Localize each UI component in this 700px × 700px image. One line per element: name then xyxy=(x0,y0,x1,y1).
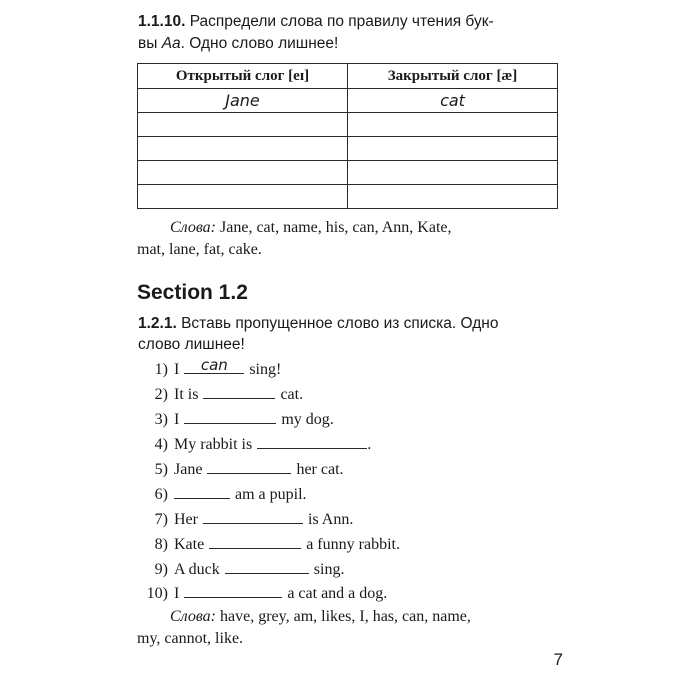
answer-blank[interactable] xyxy=(174,484,230,499)
item-number: 7) xyxy=(154,511,168,528)
item-text-pre: My rabbit is xyxy=(174,436,253,453)
exercise-instruction: Распредели слова по правилу чтения бук- xyxy=(189,13,494,30)
table-row xyxy=(138,113,558,137)
word-list-1-line2: mat, lane, fat, cake. xyxy=(137,241,262,258)
answer-blank[interactable] xyxy=(257,434,367,449)
answer-blank[interactable] xyxy=(184,409,276,424)
word-list-2-line1 xyxy=(170,608,471,626)
table-cell[interactable] xyxy=(138,137,348,161)
exercise-instruction: Вставь пропущенное слово из списка. Одно xyxy=(181,315,499,332)
word-list-1-line1 xyxy=(170,219,452,237)
handwritten-answer: can xyxy=(200,356,228,374)
list-item xyxy=(140,356,282,379)
table-cell[interactable] xyxy=(348,113,558,137)
item-text-post: a funny rabbit. xyxy=(306,536,400,553)
words-text: Jane, cat, name, his, can, Ann, Kate, xyxy=(220,219,452,236)
table-cell[interactable] xyxy=(138,185,348,209)
item-text-post: am a pupil. xyxy=(235,486,307,503)
item-number: 6) xyxy=(154,486,168,503)
instruction-text: вы xyxy=(138,35,162,52)
list-item xyxy=(140,559,344,579)
table-header-row xyxy=(138,64,558,89)
list-item xyxy=(140,509,353,529)
item-text-pre: Her xyxy=(174,511,198,528)
item-number: 9) xyxy=(154,561,168,578)
exercise-number: 1.1.10. xyxy=(138,13,186,30)
instruction-text-end: . Одно слово лишнее! xyxy=(180,35,339,52)
answer-blank[interactable] xyxy=(184,583,282,598)
item-text-pre: It is xyxy=(174,386,199,403)
answer-blank[interactable] xyxy=(225,559,309,574)
page-number: 7 xyxy=(553,650,563,669)
exercise-1-2-1-line2: слово лишнее! xyxy=(138,336,245,353)
list-item xyxy=(140,384,303,404)
list-item xyxy=(140,459,344,479)
answer-blank[interactable] xyxy=(203,384,275,399)
item-number: 5) xyxy=(154,461,168,478)
answer-blank[interactable] xyxy=(203,509,303,524)
item-text-post: cat. xyxy=(280,386,304,403)
header-open-syllable: Открытый слог [eɪ] xyxy=(138,64,348,89)
item-text-post: sing. xyxy=(313,561,345,578)
table-row xyxy=(138,161,558,185)
item-text-post: a cat and a dog. xyxy=(287,585,388,602)
table-row xyxy=(138,185,558,209)
table-cell[interactable] xyxy=(348,161,558,185)
table-row xyxy=(138,137,558,161)
table-cell[interactable] xyxy=(348,185,558,209)
letter-aa: Aa xyxy=(161,35,181,52)
section-title: Section 1.2 xyxy=(137,281,248,304)
item-text-pre: A duck xyxy=(174,561,220,578)
answer-blank[interactable] xyxy=(207,459,291,474)
item-number: 3) xyxy=(154,411,168,428)
item-text-post: sing! xyxy=(249,361,282,378)
table-row xyxy=(138,89,558,113)
item-number: 2) xyxy=(154,386,168,403)
exercise-1-2-1-line1 xyxy=(138,315,498,333)
syllable-table xyxy=(137,63,558,209)
exercise-number: 1.2.1. xyxy=(138,315,177,332)
item-number: 1) xyxy=(154,361,168,378)
exercise-1-1-10-line2 xyxy=(138,35,338,53)
item-text-pre: I xyxy=(174,585,180,602)
list-item xyxy=(140,409,334,429)
item-number: 10) xyxy=(146,585,168,602)
table-cell[interactable]: cat xyxy=(348,89,558,113)
item-text-pre: I xyxy=(174,411,180,428)
list-item xyxy=(140,484,307,504)
item-text-pre: Kate xyxy=(174,536,205,553)
exercise-1-1-10-line1 xyxy=(138,13,494,31)
answer-blank[interactable] xyxy=(184,356,244,374)
table-cell[interactable] xyxy=(138,161,348,185)
list-item xyxy=(140,583,387,603)
words-text: have, grey, am, likes, I, has, can, name, xyxy=(220,608,471,625)
header-closed-syllable: Закрытый слог [æ] xyxy=(348,64,558,89)
item-text-post: is Ann. xyxy=(307,511,354,528)
list-item xyxy=(140,434,371,454)
list-item xyxy=(140,534,400,554)
table-cell[interactable] xyxy=(348,137,558,161)
item-text-post: my dog. xyxy=(281,411,334,428)
table-cell[interactable] xyxy=(138,113,348,137)
item-text-pre: Jane xyxy=(174,461,203,478)
words-label: Слова: xyxy=(170,608,217,625)
item-number: 8) xyxy=(154,536,168,553)
item-text-post: . xyxy=(367,436,372,453)
word-list-2-line2: my, cannot, like. xyxy=(137,630,244,647)
answer-blank[interactable] xyxy=(209,534,301,549)
item-number: 4) xyxy=(154,436,168,453)
item-text-pre: I xyxy=(174,361,180,378)
item-text-post: her cat. xyxy=(296,461,344,478)
table-cell[interactable]: Jane xyxy=(138,89,348,113)
words-label: Слова: xyxy=(170,219,217,236)
